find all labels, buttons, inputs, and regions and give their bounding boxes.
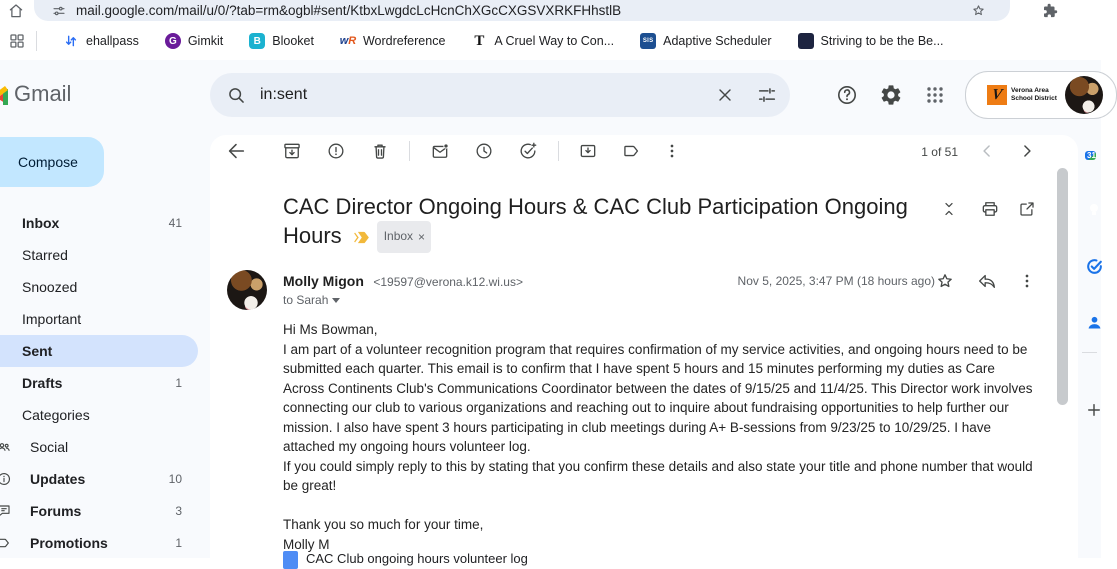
importance-marker-icon[interactable] bbox=[354, 230, 371, 245]
gimkit-icon: G bbox=[165, 33, 181, 49]
body-signature: Molly M bbox=[283, 536, 330, 552]
sender-avatar[interactable] bbox=[227, 270, 267, 310]
body-greeting: Hi Ms Bowman, bbox=[283, 322, 378, 337]
sidebar-item-inbox[interactable]: Inbox 41 bbox=[22, 215, 182, 231]
bookmark-gimkit[interactable]: G Gimkit bbox=[165, 33, 223, 49]
google-apps-icon[interactable] bbox=[923, 83, 947, 107]
email-date: Nov 5, 2025, 3:47 PM (18 hours ago) bbox=[737, 274, 935, 288]
email-view bbox=[210, 135, 1078, 566]
divider bbox=[36, 31, 37, 51]
sidebar-item-important[interactable]: Important bbox=[22, 311, 82, 327]
add-addon-icon[interactable] bbox=[1085, 401, 1103, 419]
bookmark-wordreference[interactable]: w R Wordreference bbox=[339, 34, 446, 48]
body-paragraph: I am part of a volunteer recognition program that requires confirmation of my service activities, and ongoing hours need to be submitted each quarter. This email is to confirm that I have spent 5 hours and 15 minutes performing my duties as Care Across Continents Club's Communications Coordinator between the dates of 9/15/25 and 11/4/25. This Director work involves connecting our club to various organizations and reaching out to inquire about fundraising opportunities to help further our mission. I also have spent 3 hours participating in club meetings during A+ B-sessions from 9/23/25 to 10/29/25. I have attached my ongoing hours volunteer log. bbox=[283, 341, 1033, 454]
archive-icon[interactable] bbox=[280, 139, 304, 163]
bookmark-apps-icon[interactable] bbox=[8, 32, 26, 50]
inbox-label-chip[interactable]: Inbox × bbox=[377, 221, 431, 253]
clear-search-icon[interactable] bbox=[715, 85, 735, 105]
sidebar-item-updates[interactable]: Updates 10 bbox=[0, 463, 198, 495]
url-text: mail.google.com/mail/u/0/?tab=rm&ogbl#sent/KtbxLwgdcLcHcnChXGcCXGSVXRKFHhstlB bbox=[76, 3, 622, 18]
browser-toolbar bbox=[0, 0, 1101, 22]
divider bbox=[409, 141, 410, 161]
back-icon[interactable] bbox=[224, 139, 248, 163]
people-icon bbox=[0, 439, 12, 455]
district-logo bbox=[987, 85, 1057, 105]
blooket-icon: B bbox=[249, 33, 265, 49]
nyt-icon: T bbox=[474, 32, 485, 49]
search-input[interactable]: in:sent bbox=[260, 86, 308, 103]
gmail-logo-icon[interactable] bbox=[0, 84, 9, 106]
calendar-icon[interactable]: 31 bbox=[1087, 151, 1096, 160]
site-info-icon[interactable] bbox=[52, 4, 66, 18]
bookmark-star-icon[interactable] bbox=[971, 3, 986, 18]
snooze-icon[interactable] bbox=[472, 139, 496, 163]
move-to-icon[interactable] bbox=[576, 139, 600, 163]
mark-unread-icon[interactable] bbox=[428, 139, 452, 163]
extensions-icon[interactable] bbox=[1042, 3, 1058, 19]
bookmark-adaptive-scheduler[interactable]: SIS Adaptive Scheduler bbox=[640, 33, 771, 49]
profile-avatar[interactable] bbox=[1065, 76, 1103, 114]
sidebar-item-sent[interactable]: Sent bbox=[0, 335, 198, 367]
email-subject: CAC Director Ongoing Hours & CAC Club Participation Ongoing Hours bbox=[283, 194, 908, 248]
divider bbox=[558, 141, 559, 161]
wordreference-icon: w R bbox=[339, 35, 357, 47]
sidebar-item-starred[interactable]: Starred bbox=[22, 247, 68, 263]
tag-icon bbox=[0, 535, 12, 551]
org-name-line2: School District bbox=[1011, 95, 1057, 102]
star-icon[interactable] bbox=[933, 269, 957, 293]
bookmark-ehallpass[interactable]: ehallpass bbox=[63, 33, 139, 49]
org-name-line1: Verona Area bbox=[1011, 87, 1049, 95]
gmail-wordmark: Gmail bbox=[14, 81, 72, 106]
ehallpass-icon bbox=[63, 33, 79, 49]
reply-icon[interactable] bbox=[975, 269, 999, 293]
message-more-icon[interactable] bbox=[1015, 269, 1039, 293]
older-chevron-icon[interactable] bbox=[1015, 139, 1039, 163]
sender-line bbox=[283, 273, 523, 291]
sidebar-item-snoozed[interactable]: Snoozed bbox=[22, 279, 78, 295]
companion-rail bbox=[1078, 135, 1101, 558]
more-options-icon[interactable] bbox=[660, 139, 684, 163]
info-icon bbox=[0, 471, 12, 487]
home-icon[interactable] bbox=[7, 2, 25, 20]
chat-icon bbox=[0, 503, 12, 519]
url-bar[interactable] bbox=[34, 0, 1010, 21]
search-icon[interactable] bbox=[226, 85, 246, 105]
tasks-icon[interactable] bbox=[1085, 257, 1104, 276]
email-body bbox=[283, 320, 1038, 554]
delete-icon[interactable] bbox=[368, 139, 392, 163]
pencil-icon bbox=[0, 153, 1, 171]
body-closing: Thank you so much for your time, bbox=[283, 517, 484, 532]
account-switcher[interactable] bbox=[965, 71, 1117, 119]
sidebar-item-categories[interactable]: Categories bbox=[22, 407, 90, 423]
open-in-new-icon[interactable] bbox=[1015, 197, 1039, 221]
collapse-all-icon[interactable] bbox=[937, 197, 961, 221]
search-bar[interactable] bbox=[210, 73, 790, 117]
report-spam-icon[interactable] bbox=[324, 139, 348, 163]
bookmark-striving[interactable]: Striving to be the Be... bbox=[798, 33, 944, 49]
print-icon[interactable] bbox=[978, 197, 1002, 221]
attachment-link[interactable]: CAC Club ongoing hours volunteer log bbox=[283, 551, 703, 558]
scrollbar-thumb[interactable] bbox=[1057, 168, 1068, 405]
sidebar-item-social[interactable]: Social bbox=[0, 431, 198, 463]
add-to-tasks-icon[interactable] bbox=[516, 139, 540, 163]
contacts-icon[interactable] bbox=[1085, 313, 1104, 332]
divider bbox=[1082, 352, 1097, 353]
subject-block bbox=[283, 192, 945, 253]
striving-icon bbox=[798, 33, 814, 49]
sidebar-item-promotions[interactable]: Promotions 1 bbox=[0, 527, 198, 559]
sidebar-item-drafts[interactable]: Drafts 1 bbox=[22, 375, 182, 391]
label-icon[interactable] bbox=[620, 139, 644, 163]
search-options-icon[interactable] bbox=[756, 84, 778, 106]
newer-chevron-icon[interactable] bbox=[975, 139, 999, 163]
body-paragraph: If you could simply reply to this by stating that you confirm these details and also state your title and phone number that would be great! bbox=[283, 458, 1033, 493]
sender-email: <19597@verona.k12.wi.us> bbox=[373, 275, 523, 289]
pagination-label: 1 of 51 bbox=[921, 145, 958, 159]
body-blank-line bbox=[283, 496, 1038, 516]
recipient-line[interactable]: to Sarah bbox=[283, 293, 340, 307]
sheet-icon bbox=[283, 551, 298, 569]
sis-icon: SIS bbox=[640, 33, 656, 49]
bookmark-blooket[interactable]: B Blooket bbox=[249, 33, 314, 49]
bookmarks-bar bbox=[0, 22, 1101, 61]
help-icon[interactable] bbox=[835, 83, 859, 107]
settings-gear-icon[interactable] bbox=[879, 83, 903, 107]
compose-button[interactable]: Compose bbox=[0, 137, 104, 187]
gmail-app bbox=[0, 60, 1101, 566]
sidebar-item-forums[interactable]: Forums 3 bbox=[0, 495, 198, 527]
bookmark-nyt-article[interactable]: T A Cruel Way to Con... bbox=[471, 33, 614, 49]
verona-logo-icon: V bbox=[987, 85, 1007, 105]
remove-label-icon[interactable]: × bbox=[418, 229, 426, 244]
sender-name: Molly Migon bbox=[283, 273, 364, 289]
show-details-caret-icon[interactable] bbox=[332, 298, 340, 303]
